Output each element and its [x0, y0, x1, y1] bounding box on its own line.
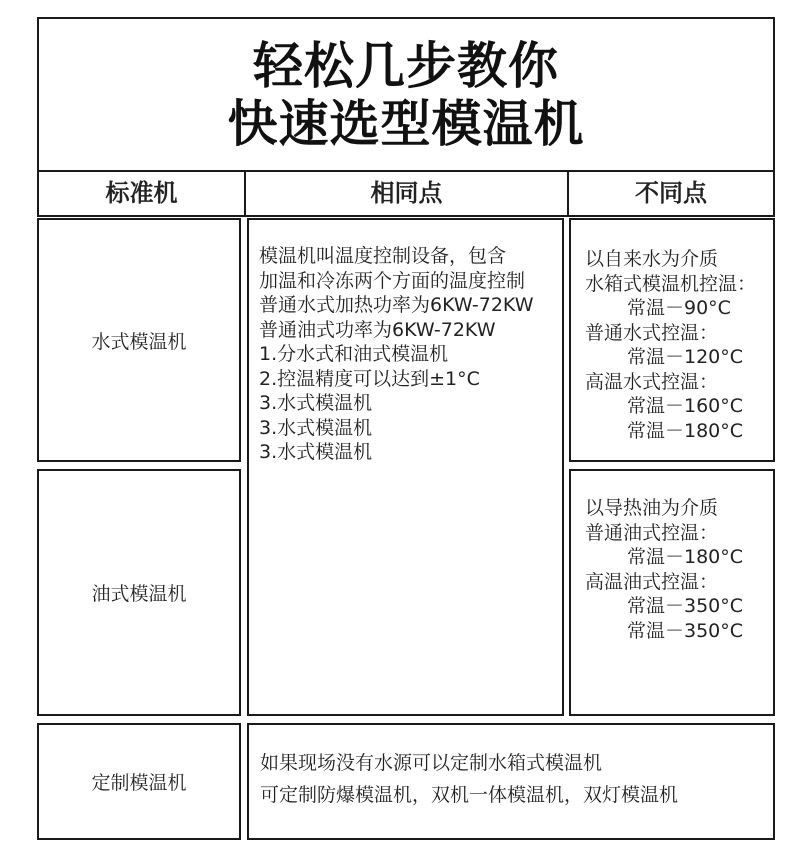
water-diff-line: 以自来水为介质: [585, 248, 719, 270]
common-line: 3.水式模温机: [259, 416, 373, 439]
header-differences: 不同点: [635, 179, 707, 207]
oil-diff-line: 常温－180°C: [627, 546, 744, 568]
row-label-custom-text: 定制模温机: [91, 772, 187, 794]
row-label-water: [37, 218, 241, 462]
title-box: [37, 17, 775, 172]
common-line: 1.分水式和油式模温机: [259, 343, 449, 365]
common-line: 模温机叫温度控制设备，包含: [259, 245, 507, 267]
common-line: 普通油式功率为6KW-72KW: [259, 318, 496, 341]
common-features-cell: [247, 218, 564, 716]
table-header: [37, 170, 775, 217]
row-label-oil-text: 油式模温机: [91, 583, 187, 605]
oil-diff-line: 常温－350°C: [627, 595, 744, 617]
oil-diff-line: 普通油式控温：: [585, 521, 719, 544]
water-diff-line: 水箱式模温机控温：: [585, 272, 757, 295]
water-diff-line: 常温－120°C: [627, 346, 744, 368]
water-diff-line: 常温－160°C: [627, 395, 744, 417]
header-similarities: 相同点: [370, 179, 443, 207]
custom-info-cell: [247, 723, 775, 840]
row-label-custom: [37, 723, 241, 840]
header-standard-machine: 标准机: [105, 179, 178, 207]
water-diff-line: 高温水式控温：: [585, 370, 719, 393]
common-line: 2.控温精度可以达到±1°C: [259, 367, 480, 390]
oil-diff-line: 高温油式控温：: [585, 570, 719, 593]
water-differences-cell: [569, 218, 775, 462]
water-diff-line: 常温－180°C: [627, 419, 744, 442]
oil-differences-cell: [569, 469, 775, 716]
title-line-2: 快速选型模温机: [227, 94, 585, 153]
custom-info-line-2: 可定制防爆模温机，双机一体模温机，双灯模温机: [260, 784, 679, 806]
title-line-1: 轻松几步教你: [253, 36, 559, 95]
common-line: 加温和冷冻两个方面的温度控制: [259, 269, 526, 292]
water-diff-line: 普通水式控温：: [585, 321, 719, 344]
oil-diff-line: 常温－350°C: [627, 619, 744, 642]
common-line: 普通水式加热功率为6KW-72KW: [259, 294, 534, 316]
row-label-oil: [37, 469, 241, 716]
row-label-water-text: 水式模温机: [91, 330, 187, 353]
custom-info-line-1: 如果现场没有水源可以定制水箱式模温机: [260, 752, 603, 774]
common-line: 3.水式模温机: [259, 392, 373, 414]
oil-diff-line: 以导热油为介质: [585, 497, 719, 519]
water-diff-line: 常温－90°C: [627, 297, 731, 319]
common-line: 3.水式模温机: [259, 441, 373, 463]
